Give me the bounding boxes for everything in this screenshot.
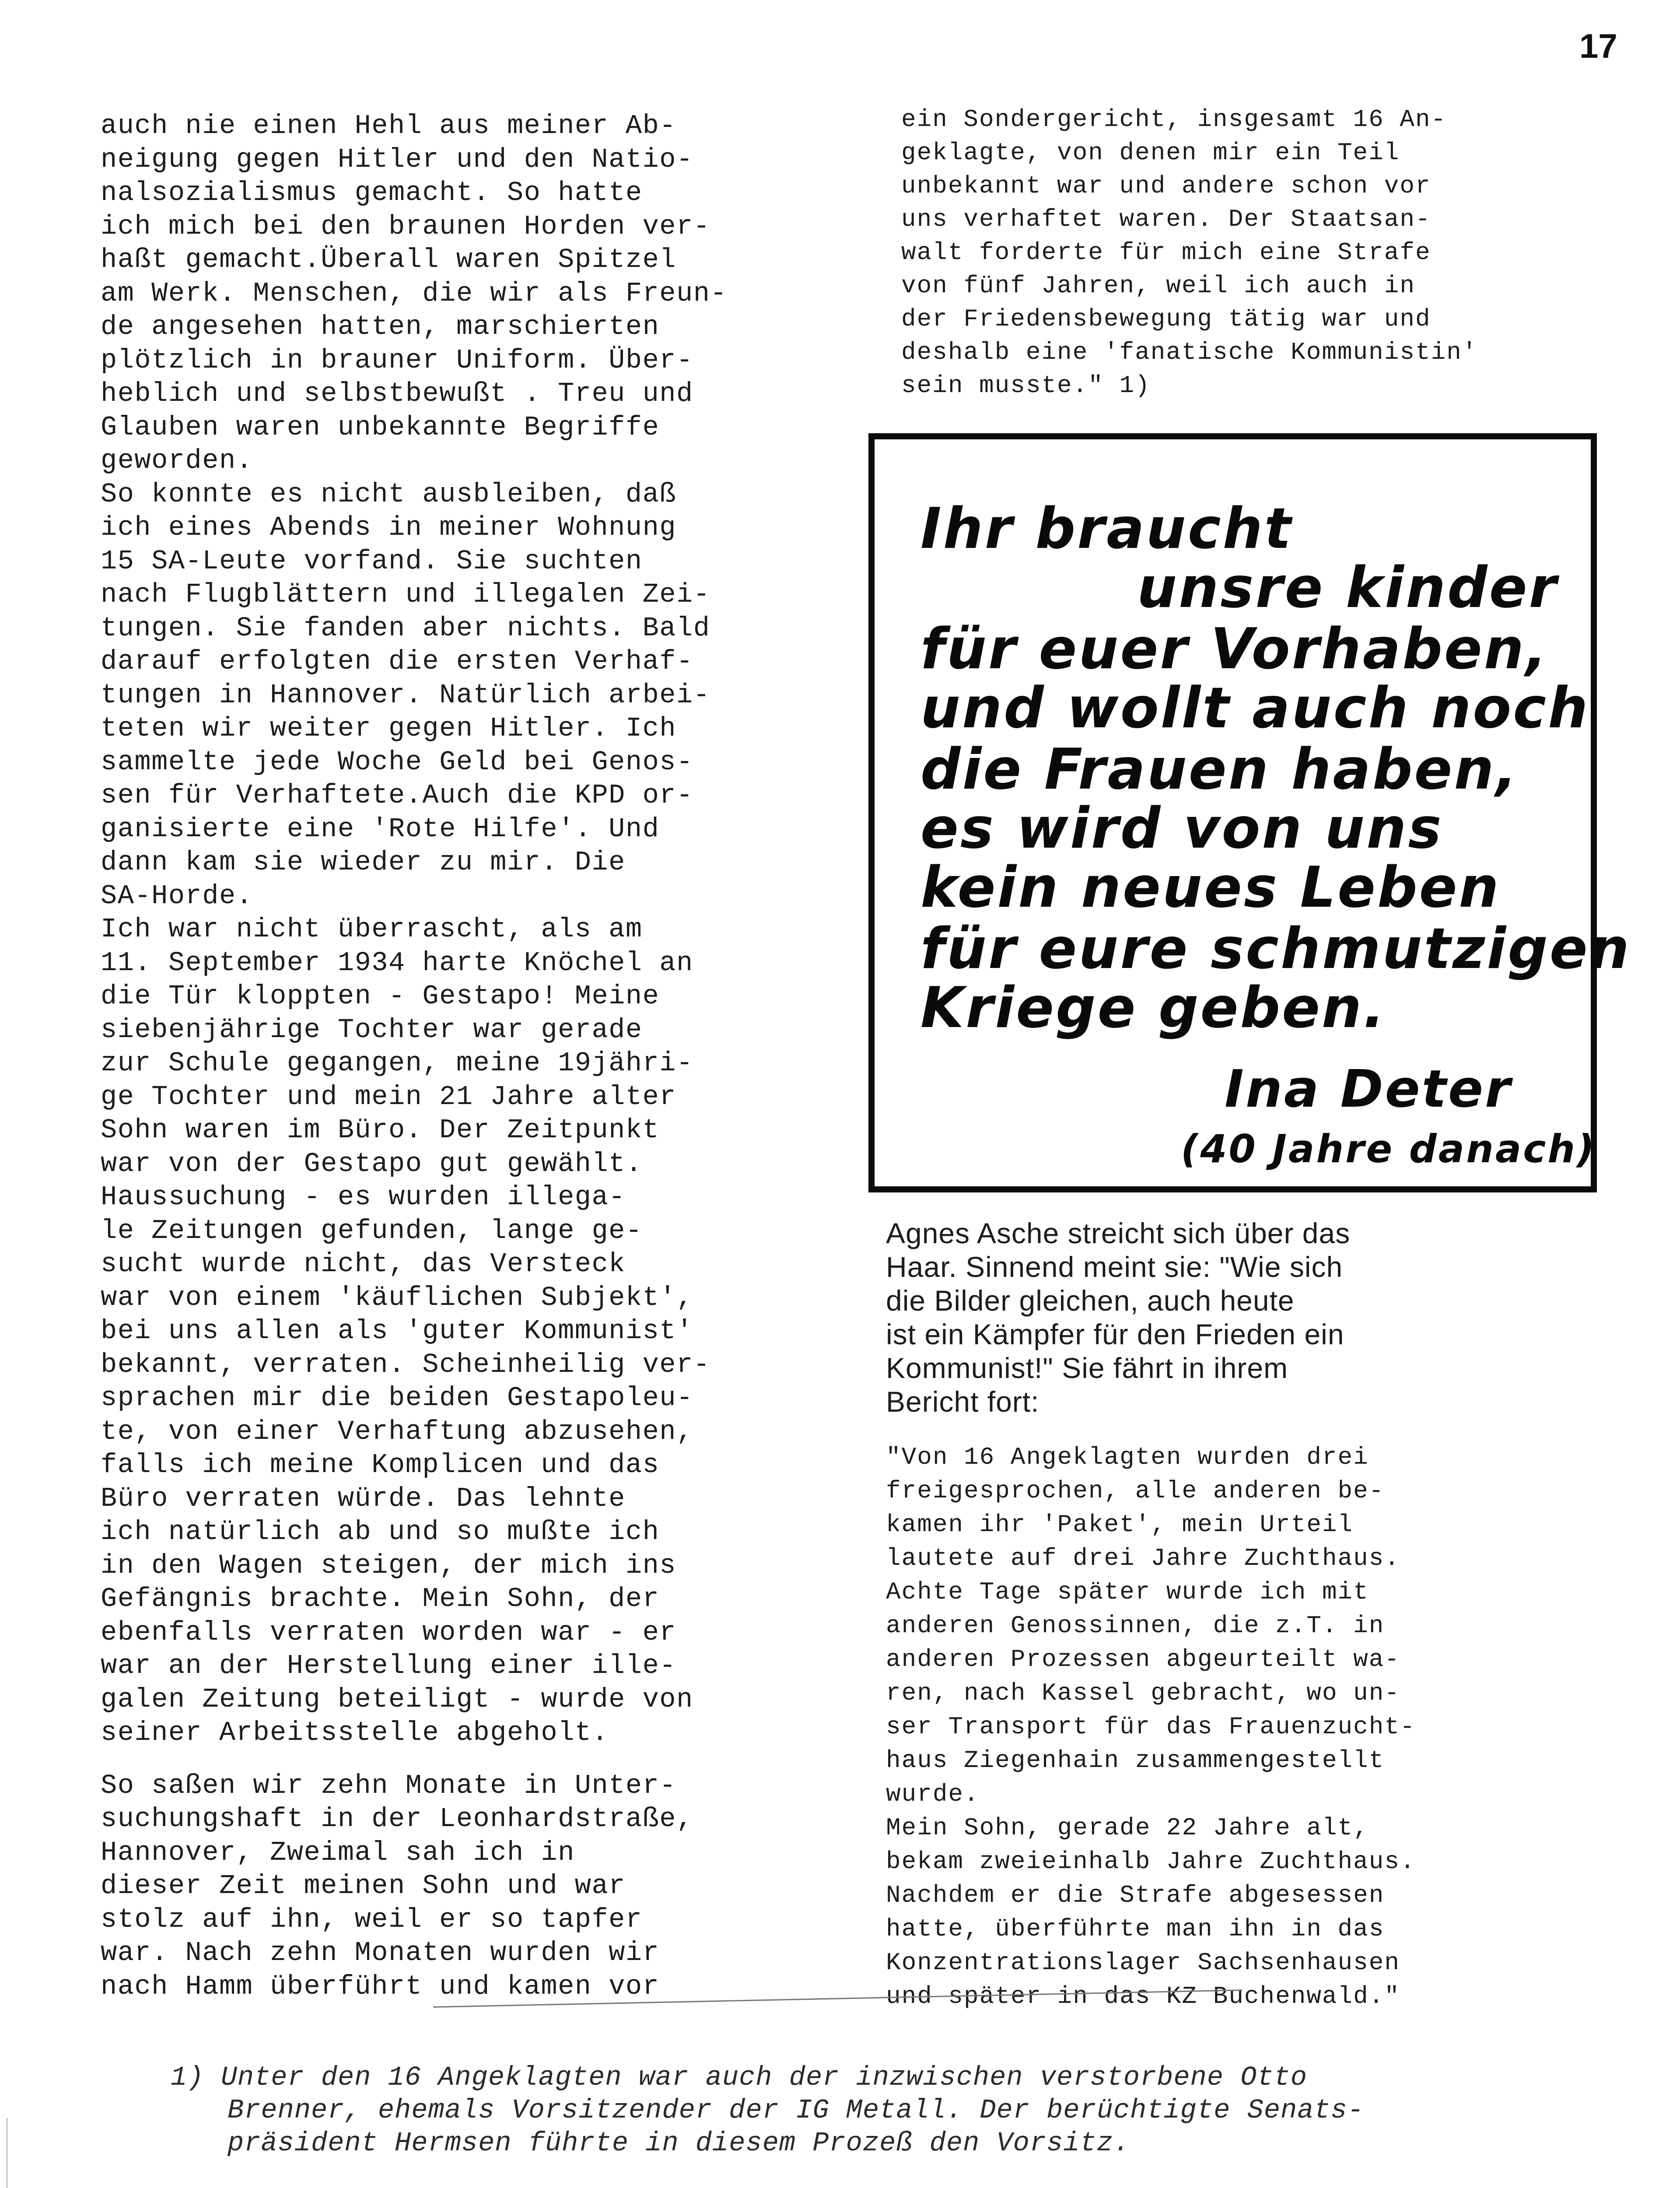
page-number: 17	[1579, 27, 1617, 65]
text-line: kamen ihr 'Paket', mein Urteil	[886, 1511, 1354, 1539]
text-line: am Werk. Menschen, die wir als Freun-	[101, 277, 728, 309]
text-line: der Friedensbewegung tätig war und	[901, 305, 1431, 333]
text-line: dann kam sie wieder zu mir. Die	[101, 847, 626, 878]
text-line: bekam zweieinhalb Jahre Zuchthaus.	[886, 1848, 1416, 1876]
text-line: "Von 16 Angeklagten wurden drei	[886, 1443, 1369, 1471]
text-line: Agnes Asche streicht sich über das	[886, 1217, 1351, 1249]
right-column-top	[901, 103, 1623, 402]
text-line: walt forderte für mich eine Strafe	[901, 238, 1431, 266]
text-line: die Tür kloppten - Gestapo! Meine	[101, 981, 660, 1012]
text-line: war an der Herstellung einer ille-	[101, 1650, 677, 1681]
text-line: Nachdem er die Strafe abgesessen	[886, 1881, 1385, 1909]
text-line: sein musste." 1)	[901, 372, 1151, 400]
text-line: Kommunist!" Sie fährt in ihrem	[886, 1352, 1288, 1384]
text-line: ganisierte eine 'Rote Hilfe'. Und	[101, 813, 660, 845]
text-line: Bericht fort:	[886, 1385, 1040, 1418]
text-line: haßt gemacht.Überall waren Spitzel	[101, 244, 677, 275]
text-line: ge Tochter und mein 21 Jahre alter	[101, 1081, 677, 1112]
footnote-line: präsident Hermsen führte in diesem Prozeß den Vorsitz.	[228, 2128, 1130, 2159]
text-line: sen für Verhaftete.Auch die KPD or-	[101, 780, 693, 811]
left-paragraph-1	[101, 109, 844, 1750]
text-line: anderen Prozessen abgeurteilt wa-	[886, 1645, 1400, 1673]
text-line: sammelte jede Woche Geld bei Genos-	[101, 746, 693, 778]
text-line: geklagte, von denen mir ein Teil	[901, 139, 1400, 167]
text-line: de angesehen hatten, marschierten	[101, 311, 660, 342]
text-line: bei uns allen als 'guter Kommunist'	[101, 1315, 693, 1346]
text-line: haus Ziegenhain zusammengestellt	[886, 1746, 1385, 1774]
text-line: Sohn waren im Büro. Der Zeitpunkt	[101, 1115, 660, 1146]
text-line: 15 SA-Leute vorfand. Sie suchten	[101, 545, 643, 577]
text-line: Haussuchung - es wurden illega-	[101, 1182, 626, 1213]
text-line: teten wir weiter gegen Hitler. Ich	[101, 713, 677, 744]
text-line: ebenfalls verraten worden war - er	[101, 1616, 677, 1648]
text-line: zur Schule gegangen, meine 19jähri-	[101, 1048, 693, 1079]
text-line: ein Sondergericht, insgesamt 16 An-	[901, 105, 1447, 133]
text-line: von fünf Jahren, weil ich auch in	[901, 272, 1415, 300]
text-line: freigesprochen, alle anderen be-	[886, 1477, 1385, 1505]
handwritten-quote-box	[868, 433, 1631, 1192]
text-line: die Bilder gleichen, auch heute	[886, 1284, 1295, 1317]
text-line: Glauben waren unbekannte Begriffe	[101, 411, 660, 443]
text-line: tungen. Sie fanden aber nichts. Bald	[101, 612, 710, 644]
text-line: Achte Tage später wurde ich mit	[886, 1578, 1369, 1606]
text-line: Gefängnis brachte. Mein Sohn, der	[101, 1583, 660, 1614]
hand-line: Ihr braucht	[920, 496, 1293, 561]
right-intro-paragraph	[886, 1217, 1630, 1419]
text-line: So saßen wir zehn Monate in Unter-	[101, 1770, 677, 1801]
text-line: suchungshaft in der Leonhardstraße,	[101, 1803, 693, 1834]
text-line: ich natürlich ab und so mußte ich	[101, 1516, 660, 1547]
text-line: bekannt, verraten. Scheinheilig ver-	[101, 1349, 710, 1380]
text-line: wurde.	[886, 1780, 980, 1808]
footnote-line: 1) Unter den 16 Angeklagten war auch der inzwischen verstorbene Otto	[171, 2062, 1308, 2093]
footnote-line: Brenner, ehemals Vorsitzender der IG Metall. Der berüchtigte Senats-	[228, 2095, 1365, 2126]
hand-signature-note: (40 Jahre danach)	[1181, 1126, 1596, 1171]
text-line: lautete auf drei Jahre Zuchthaus.	[886, 1544, 1400, 1572]
hand-signature: Ina Deter	[1225, 1059, 1512, 1119]
text-line: falls ich meine Komplicen und das	[101, 1449, 660, 1480]
text-line: SA-Horde.	[101, 880, 253, 912]
text-line: sucht wurde nicht, das Versteck	[101, 1248, 626, 1280]
right-column-bottom	[886, 1217, 1630, 2013]
hand-line: unsre kinder	[1137, 555, 1558, 621]
text-line: stolz auf ihn, weil er so tapfer	[101, 1904, 643, 1935]
text-line: siebenjährige Tochter war gerade	[101, 1014, 643, 1045]
text-line: geworden.	[101, 445, 253, 476]
text-line: darauf erfolgten die ersten Verhaf-	[101, 646, 693, 677]
text-line: So konnte es nicht ausbleiben, daß	[101, 478, 677, 510]
hand-line: Kriege geben.	[920, 975, 1386, 1041]
hand-line: es wird von uns	[920, 796, 1443, 861]
text-line: nach Flugblättern und illegalen Zei-	[101, 579, 710, 610]
text-line: uns verhaftet waren. Der Staatsan-	[901, 205, 1431, 233]
left-paragraph-2	[101, 1769, 844, 2004]
text-line: sprachen mir die beiden Gestapoleu-	[101, 1382, 693, 1413]
text-line: ich mich bei den braunen Horden ver-	[101, 210, 710, 242]
text-line: Konzentrationslager Sachsenhausen	[886, 1949, 1400, 1977]
hand-line: für euer Vorhaben,	[920, 617, 1549, 682]
left-column	[101, 109, 844, 2003]
text-line: war von einem 'käuflichen Subjekt',	[101, 1282, 693, 1313]
text-line: seiner Arbeitsstelle abgeholt.	[101, 1717, 609, 1748]
text-line: deshalb eine 'fanatische Kommunistin'	[901, 338, 1478, 366]
text-line: Ich war nicht überrascht, als am	[101, 914, 643, 945]
text-line: in den Wagen steigen, der mich ins	[101, 1550, 677, 1581]
text-line: ich eines Abends in meiner Wohnung	[101, 512, 677, 543]
text-line: und später in das KZ Buchenwald."	[886, 1982, 1400, 2010]
text-line: Mein Sohn, gerade 22 Jahre alt,	[886, 1814, 1369, 1842]
text-line: 11. September 1934 harte Knöchel an	[101, 947, 693, 978]
text-line: Haar. Sinnend meint sie: "Wie sich	[886, 1251, 1343, 1283]
text-line: auch nie einen Hehl aus meiner Ab-	[101, 110, 677, 141]
hand-line: die Frauen haben,	[920, 737, 1519, 802]
footnote	[171, 2061, 1614, 2160]
text-line: ser Transport für das Frauenzucht-	[886, 1713, 1416, 1741]
text-line: nalsozialismus gemacht. So hatte	[101, 177, 643, 208]
margin-mark	[6, 2118, 8, 2188]
text-line: Hannover, Zweimal sah ich in	[101, 1837, 575, 1868]
text-line: te, von einer Verhaftung abzusehen,	[101, 1416, 693, 1447]
text-line: galen Zeitung beteiligt - wurde von	[101, 1683, 693, 1715]
text-line: unbekannt war und andere schon vor	[901, 172, 1431, 200]
text-line: le Zeitungen gefunden, lange ge-	[101, 1215, 643, 1246]
text-line: plötzlich in brauner Uniform. Über-	[101, 344, 693, 376]
hand-line: für eure schmutzigen	[920, 916, 1631, 982]
text-line: neigung gegen Hitler und den Natio-	[101, 144, 693, 175]
text-line: war. Nach zehn Monaten wurden wir	[101, 1937, 660, 1968]
text-line: nach Hamm überführt und kamen vor	[101, 1971, 660, 2002]
text-line: hatte, überführte man ihn in das	[886, 1915, 1385, 1943]
text-line: ren, nach Kassel gebracht, wo un-	[886, 1679, 1400, 1707]
text-line: war von der Gestapo gut gewählt.	[101, 1148, 643, 1179]
right-quote-paragraph	[886, 1441, 1630, 2013]
text-line: ist ein Kämpfer für den Frieden ein	[886, 1318, 1344, 1350]
text-line: heblich und selbstbewußt . Treu und	[101, 378, 693, 409]
text-line: tungen in Hannover. Natürlich arbei-	[101, 679, 710, 711]
hand-line: kein neues Leben	[920, 855, 1501, 920]
hand-line: und wollt auch noch	[920, 676, 1590, 741]
text-line: Büro verraten würde. Das lehnte	[101, 1483, 626, 1514]
text-line: anderen Genossinnen, die z.T. in	[886, 1612, 1385, 1640]
text-line: dieser Zeit meinen Sohn und war	[101, 1870, 626, 1901]
